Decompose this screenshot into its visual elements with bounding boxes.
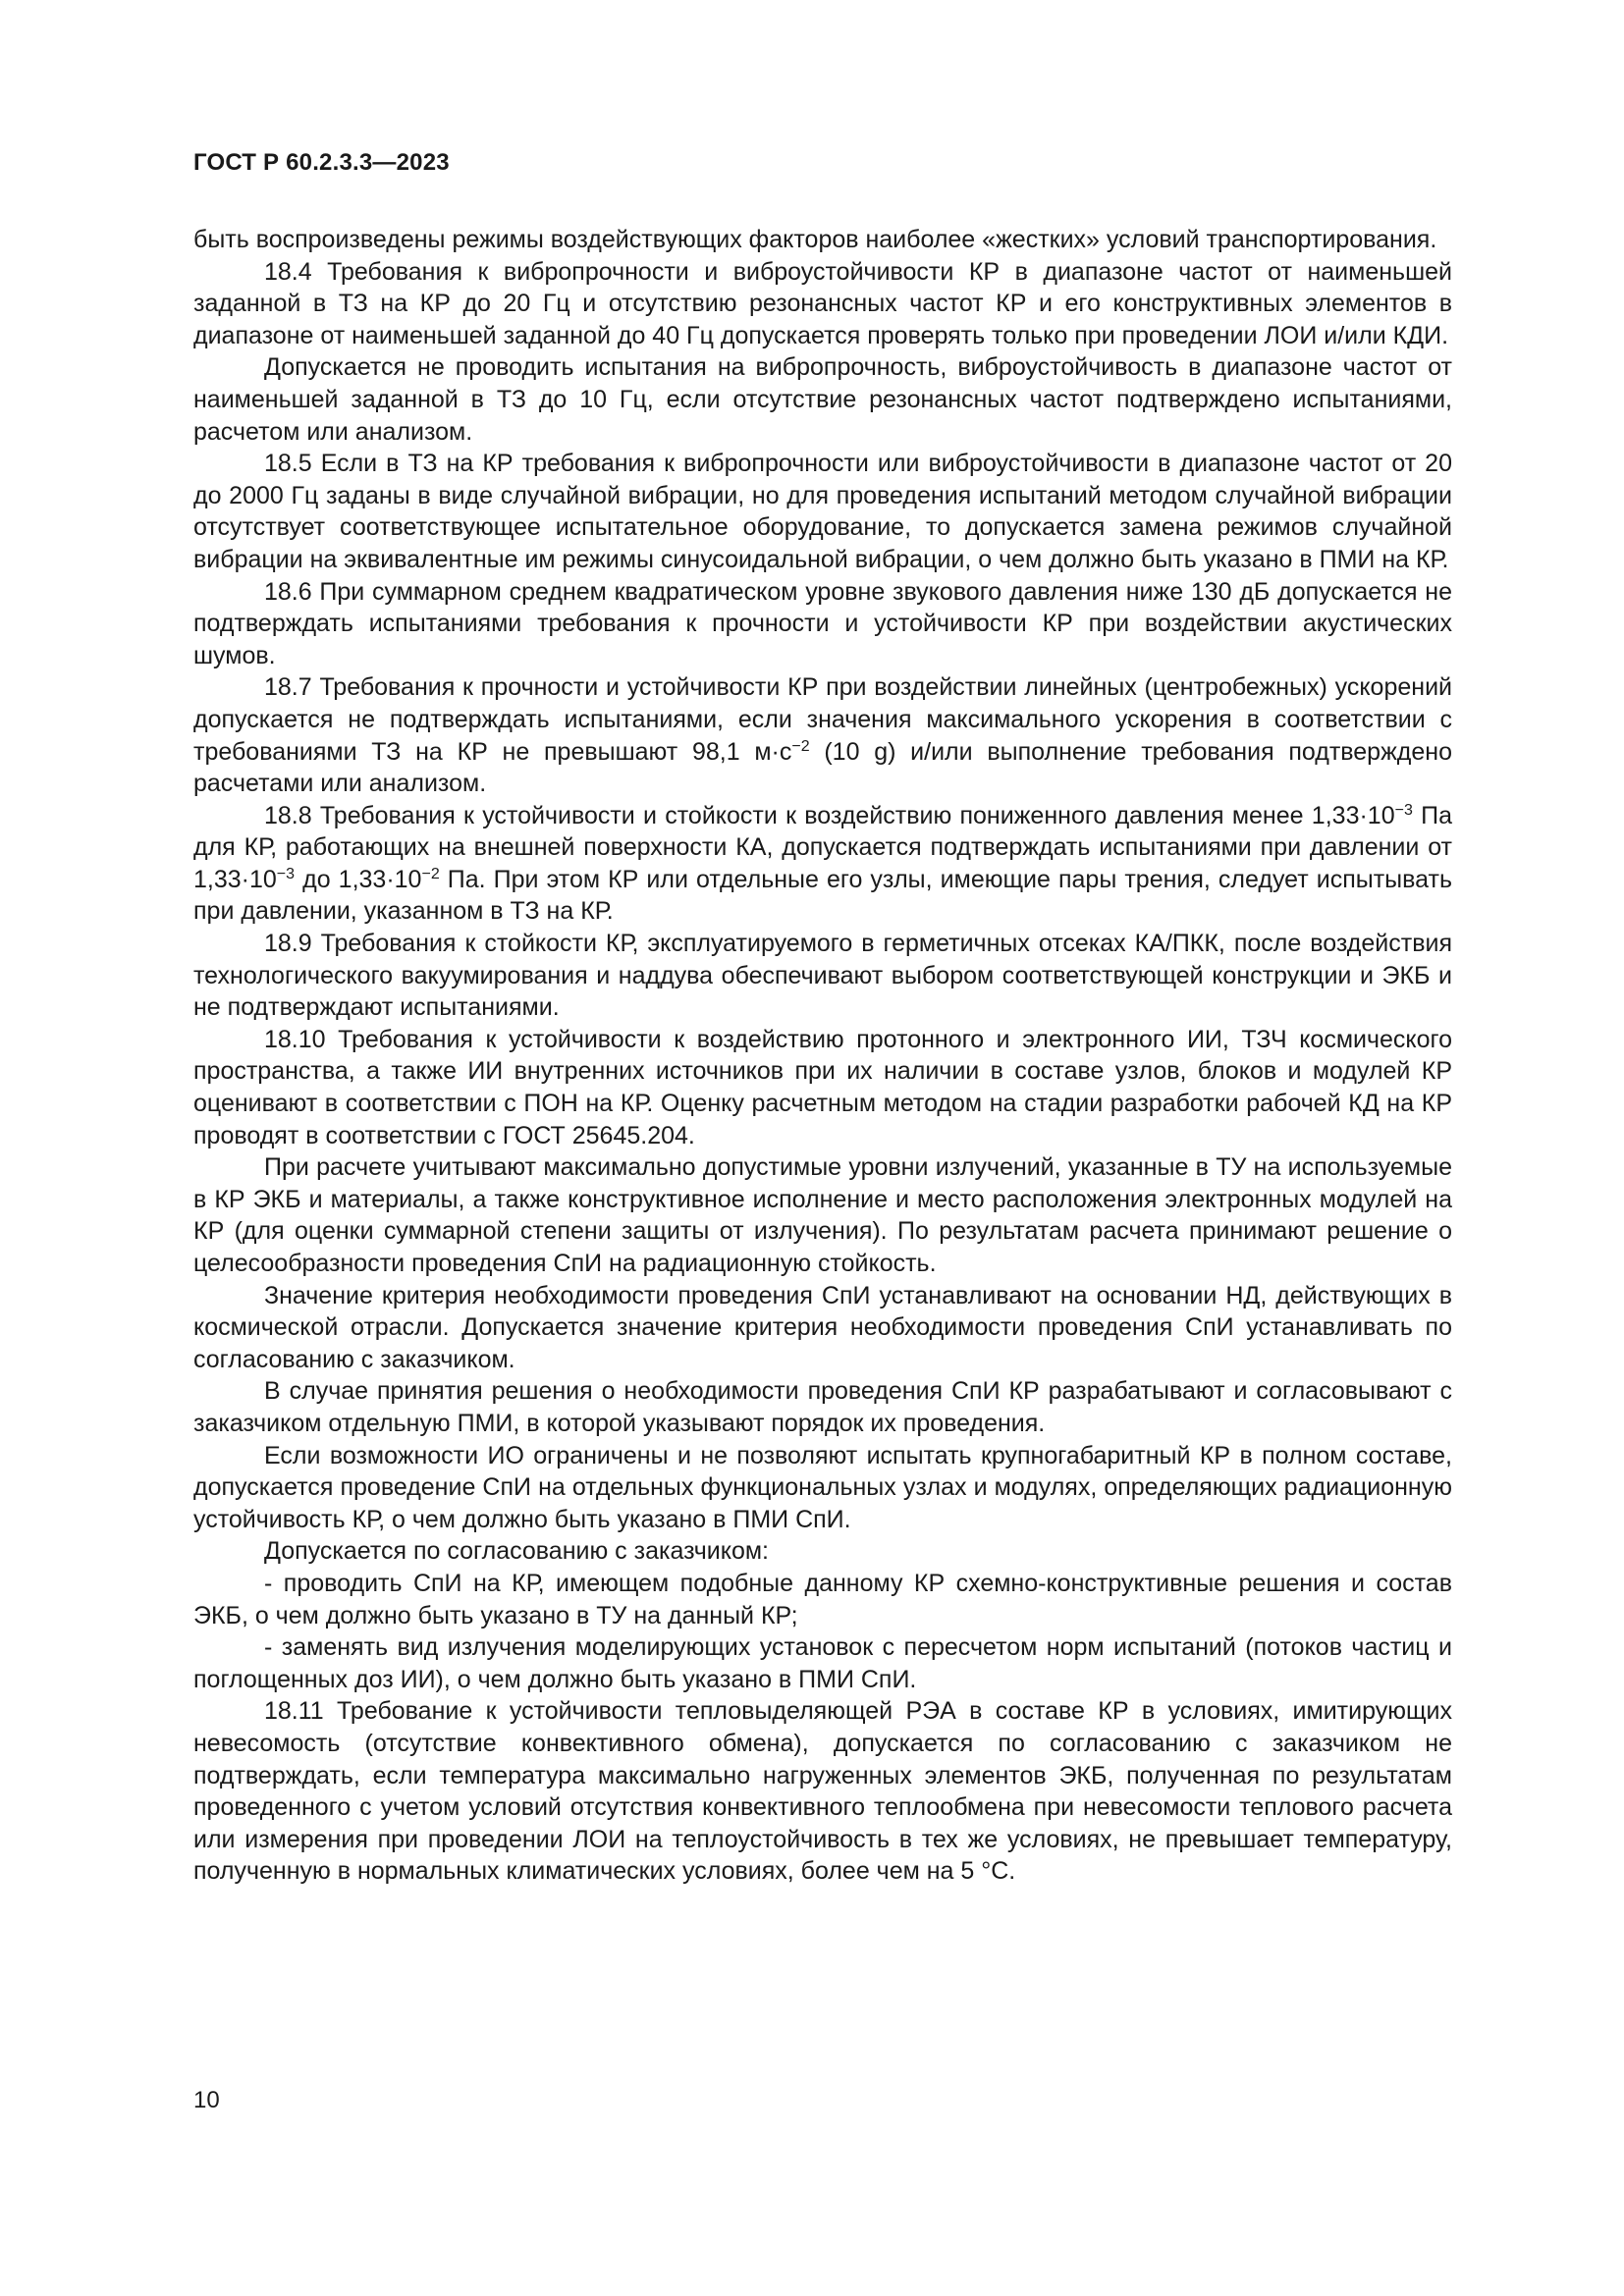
paragraph-18-8-exponent-1: −3 — [1394, 801, 1413, 819]
paragraph-18-5: 18.5 Если в ТЗ на КР требования к вибропрочности или виброустойчивости в диапазоне частот от 20 до 2000 Гц заданы в виде случайной вибрации, но для проведения испытаний методом случайной вибрации отсутствует соответствующее испытательное оборудование, то допускается замена режимов случайной вибрации на эквивалентные им режимы синусоидальной вибрации, о чем должно быть указано в ПМИ на КР. — [193, 450, 1452, 573]
list-item: - проводить СпИ на КР, имеющем подобные данному КР схемно-конструктивные решения и состав ЭКБ, о чем должно быть указано в ТУ на данный КР; — [193, 1569, 1452, 1629]
document-header: ГОСТ Р 60.2.3.3—2023 — [193, 149, 450, 176]
page-number: 10 — [193, 2087, 220, 2113]
paragraph-18-8-text-c: до 1,33·10 — [295, 865, 422, 893]
paragraph-18-8-text-b: Па для КР, работающих на внешней поверхности КА, допускается подтверждать испытаниями при давлении от 1,33·10 — [193, 801, 1452, 893]
paragraph-18-8-text-a: 18.8 Требования к устойчивости и стойкости к воздействию пониженного давления менее 1,33·10 — [264, 801, 1395, 829]
paragraph-18-10-calc: При расчете учитывают максимально допустимые уровни излучений, указанные в ТУ на используемые в КР ЭКБ и материалы, а также конструктивное исполнение и место расположения электронных модулей на КР (для оценки суммарной степени защиты от излучения). По результатам расчета принимают решение о целесообразности проведения СпИ на радиационную стойкость. — [193, 1153, 1452, 1277]
paragraph-18-7-exponent: −2 — [791, 737, 810, 755]
paragraph-18-7-text-b: (10 g) и/или выполнение требования подтверждено расчетами или анализом. — [193, 737, 1453, 798]
paragraph-18-10-criterion: Значение критерия необходимости проведения СпИ устанавливают на основании НД, действующих в космической отрасли. Допускается значение критерия необходимости проведения СпИ устанавливать по согласованию с заказчиком. — [193, 1281, 1452, 1373]
paragraph-18-4-note: Допускается не проводить испытания на вибропрочность, виброустойчивость в диапазоне частот от наименьшей заданной в ТЗ до 10 Гц, если отсутствие резонансных частот подтверждено испытаниями, расчетом или анализом. — [193, 353, 1452, 446]
paragraph-18-7-text-a: 18.7 Требования к прочности и устойчивости КР при воздействии линейных (центробежных) ускорений допускается не подтверждать испытаниями, если значения максимального ускорения в соответствии с требованиями ТЗ на КР не превышают 98,1 м·с — [193, 673, 1452, 766]
paragraph-18-6: 18.6 При суммарном среднем квадратическом уровне звукового давления ниже 130 дБ допускается не подтверждать испытаниями требования к прочности и устойчивости КР при воздействии акустических шумов. — [193, 577, 1452, 669]
paragraph-18-4: 18.4 Требования к вибропрочности и виброустойчивости КР в диапазоне частот от наименьшей заданной в ТЗ на КР до 20 Гц и отсутствию резонансных частот КР и его конструктивных элементов в диапазоне от наименьшей заданной до 40 Гц допускается проверять только при проведении ЛОИ и/или КДИ. — [193, 257, 1452, 349]
paragraph-18-11: 18.11 Требование к устойчивости тепловыделяющей РЭА в составе КР в условиях, имитирующих невесомость (отсутствие конвективного обмена), допускается по согласованию с заказчиком не подтверждать, если температура максимально нагруженных элементов ЭКБ, полученная по результатам проведенного с учетом условий отсутствия конвективного теплообмена при невесомости теплового расчета или измерения при проведении ЛОИ на теплоустойчивость в тех же условиях, не превышает температуру, полученную в нормальных климатических условиях, более чем на 5 °С. — [193, 1697, 1452, 1886]
paragraph-18-7 — [193, 671, 1452, 799]
document-body — [193, 224, 1452, 1888]
paragraph-18-8-exponent-3: −2 — [421, 865, 440, 882]
paragraph-18-8 — [193, 800, 1452, 928]
paragraph-18-10-allowed: Допускается по согласованию с заказчиком: — [264, 1537, 769, 1566]
paragraph-18-10-io: Если возможности ИО ограничены и не позволяют испытать крупногабаритный КР в полном составе, допускается проведение СпИ на отдельных функциональных узлах и модулях, определяющих радиационную устойчивость КР, о чем должно быть указано в ПМИ СпИ. — [193, 1441, 1452, 1533]
paragraph-18-8-exponent-2: −3 — [276, 865, 296, 882]
paragraph-continuation: быть воспроизведены режимы воздействующих факторов наиболее «жестких» условий транспортирования. — [193, 226, 1437, 253]
paragraph-18-9: 18.9 Требования к стойкости КР, эксплуатируемого в герметичных отсеках КА/ПКК, после воздействия технологического вакуумирования и наддува обеспечивают выбором соответствующей конструкции и ЭКБ и не подтверждают испытаниями. — [193, 930, 1452, 1022]
paragraph-18-8-text-d: Па. При этом КР или отдельные его узлы, имеющие пары трения, следует испытывать при давлении, указанном в ТЗ на КР. — [193, 865, 1452, 926]
list-item: - заменять вид излучения моделирующих установок с пересчетом норм испытаний (потоков частиц и поглощенных доз ИИ), о чем должно быть указано в ПМИ СпИ. — [193, 1633, 1452, 1693]
paragraph-18-10: 18.10 Требования к устойчивости к воздействию протонного и электронного ИИ, ТЗЧ космического пространства, а также ИИ внутренних источников при их наличии в составе узлов, блоков и модулей КР оценивают в соответствии с ПОН на КР. Оценку расчетным методом на стадии разработки рабочей КД на КР проводят в соответствии с ГОСТ 25645.204. — [193, 1025, 1452, 1149]
paragraph-18-10-pmi: В случае принятия решения о необходимости проведения СпИ КР разрабатывают и согласовывают с заказчиком отдельную ПМИ, в которой указывают порядок их проведения. — [193, 1377, 1452, 1437]
